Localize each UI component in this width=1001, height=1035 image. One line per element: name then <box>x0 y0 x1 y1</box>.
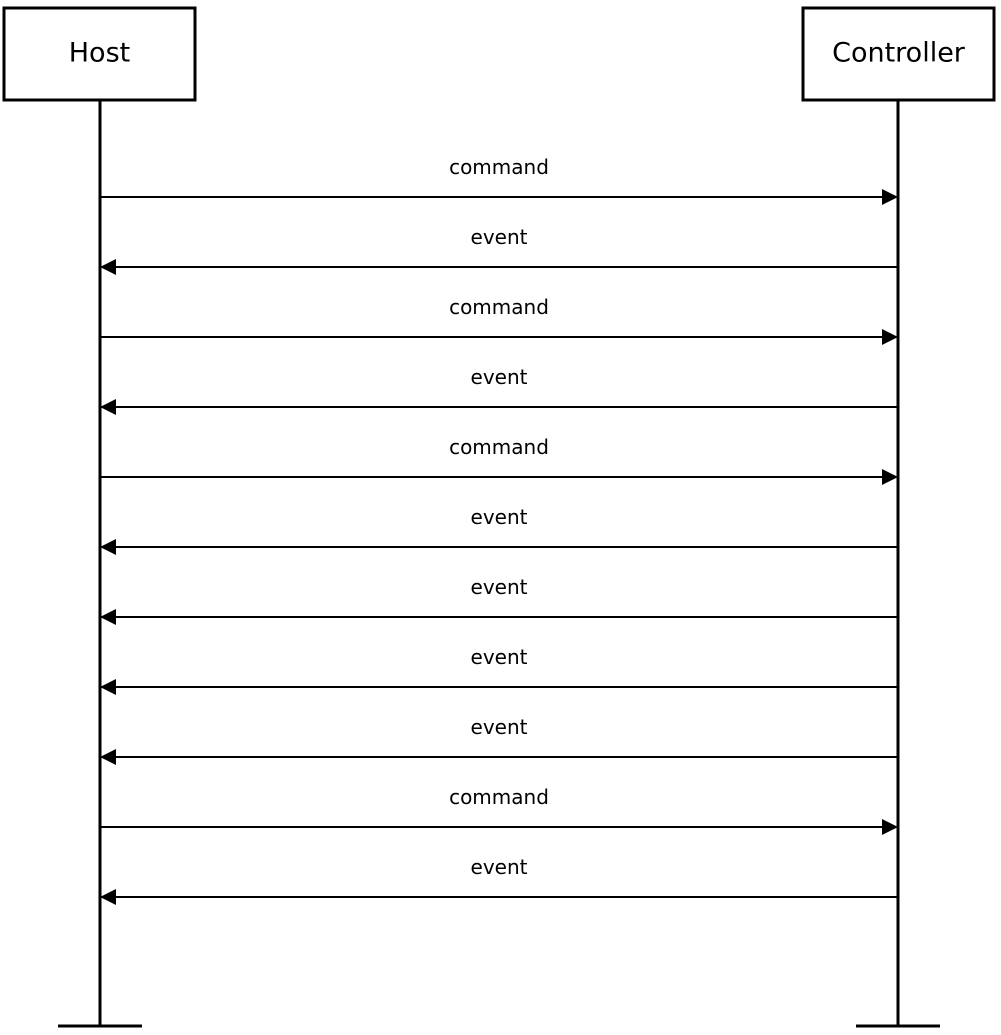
host-label: Host <box>68 37 131 69</box>
arrow-head-icon <box>882 469 898 485</box>
arrow-head-icon <box>100 609 116 625</box>
arrow-head-icon <box>100 889 116 905</box>
arrow-head-icon <box>882 819 898 835</box>
arrow-head-icon <box>100 679 116 695</box>
message-label: command <box>449 295 549 319</box>
message-label: event <box>470 505 528 529</box>
message-command <box>100 295 898 345</box>
arrow-head-icon <box>100 749 116 765</box>
arrow-head-icon <box>882 189 898 205</box>
participant-host <box>4 8 195 1026</box>
arrow-head-icon <box>882 329 898 345</box>
message-label: command <box>449 785 549 809</box>
message-label: event <box>470 855 528 879</box>
message-event <box>100 225 898 275</box>
message-event <box>100 505 898 555</box>
message-event <box>100 855 898 905</box>
message-label: event <box>470 575 528 599</box>
message-event <box>100 365 898 415</box>
message-command <box>100 435 898 485</box>
message-label: event <box>470 225 528 249</box>
message-label: command <box>449 435 549 459</box>
message-label: event <box>470 645 528 669</box>
message-event <box>100 645 898 695</box>
messages <box>100 155 898 905</box>
message-label: event <box>470 365 528 389</box>
message-label: event <box>470 715 528 739</box>
arrow-head-icon <box>100 539 116 555</box>
arrow-head-icon <box>100 399 116 415</box>
participant-controller <box>803 8 994 1026</box>
message-command <box>100 785 898 835</box>
message-event <box>100 575 898 625</box>
controller-label: Controller <box>832 37 965 69</box>
message-label: command <box>449 155 549 179</box>
arrow-head-icon <box>100 259 116 275</box>
message-command <box>100 155 898 205</box>
message-event <box>100 715 898 765</box>
